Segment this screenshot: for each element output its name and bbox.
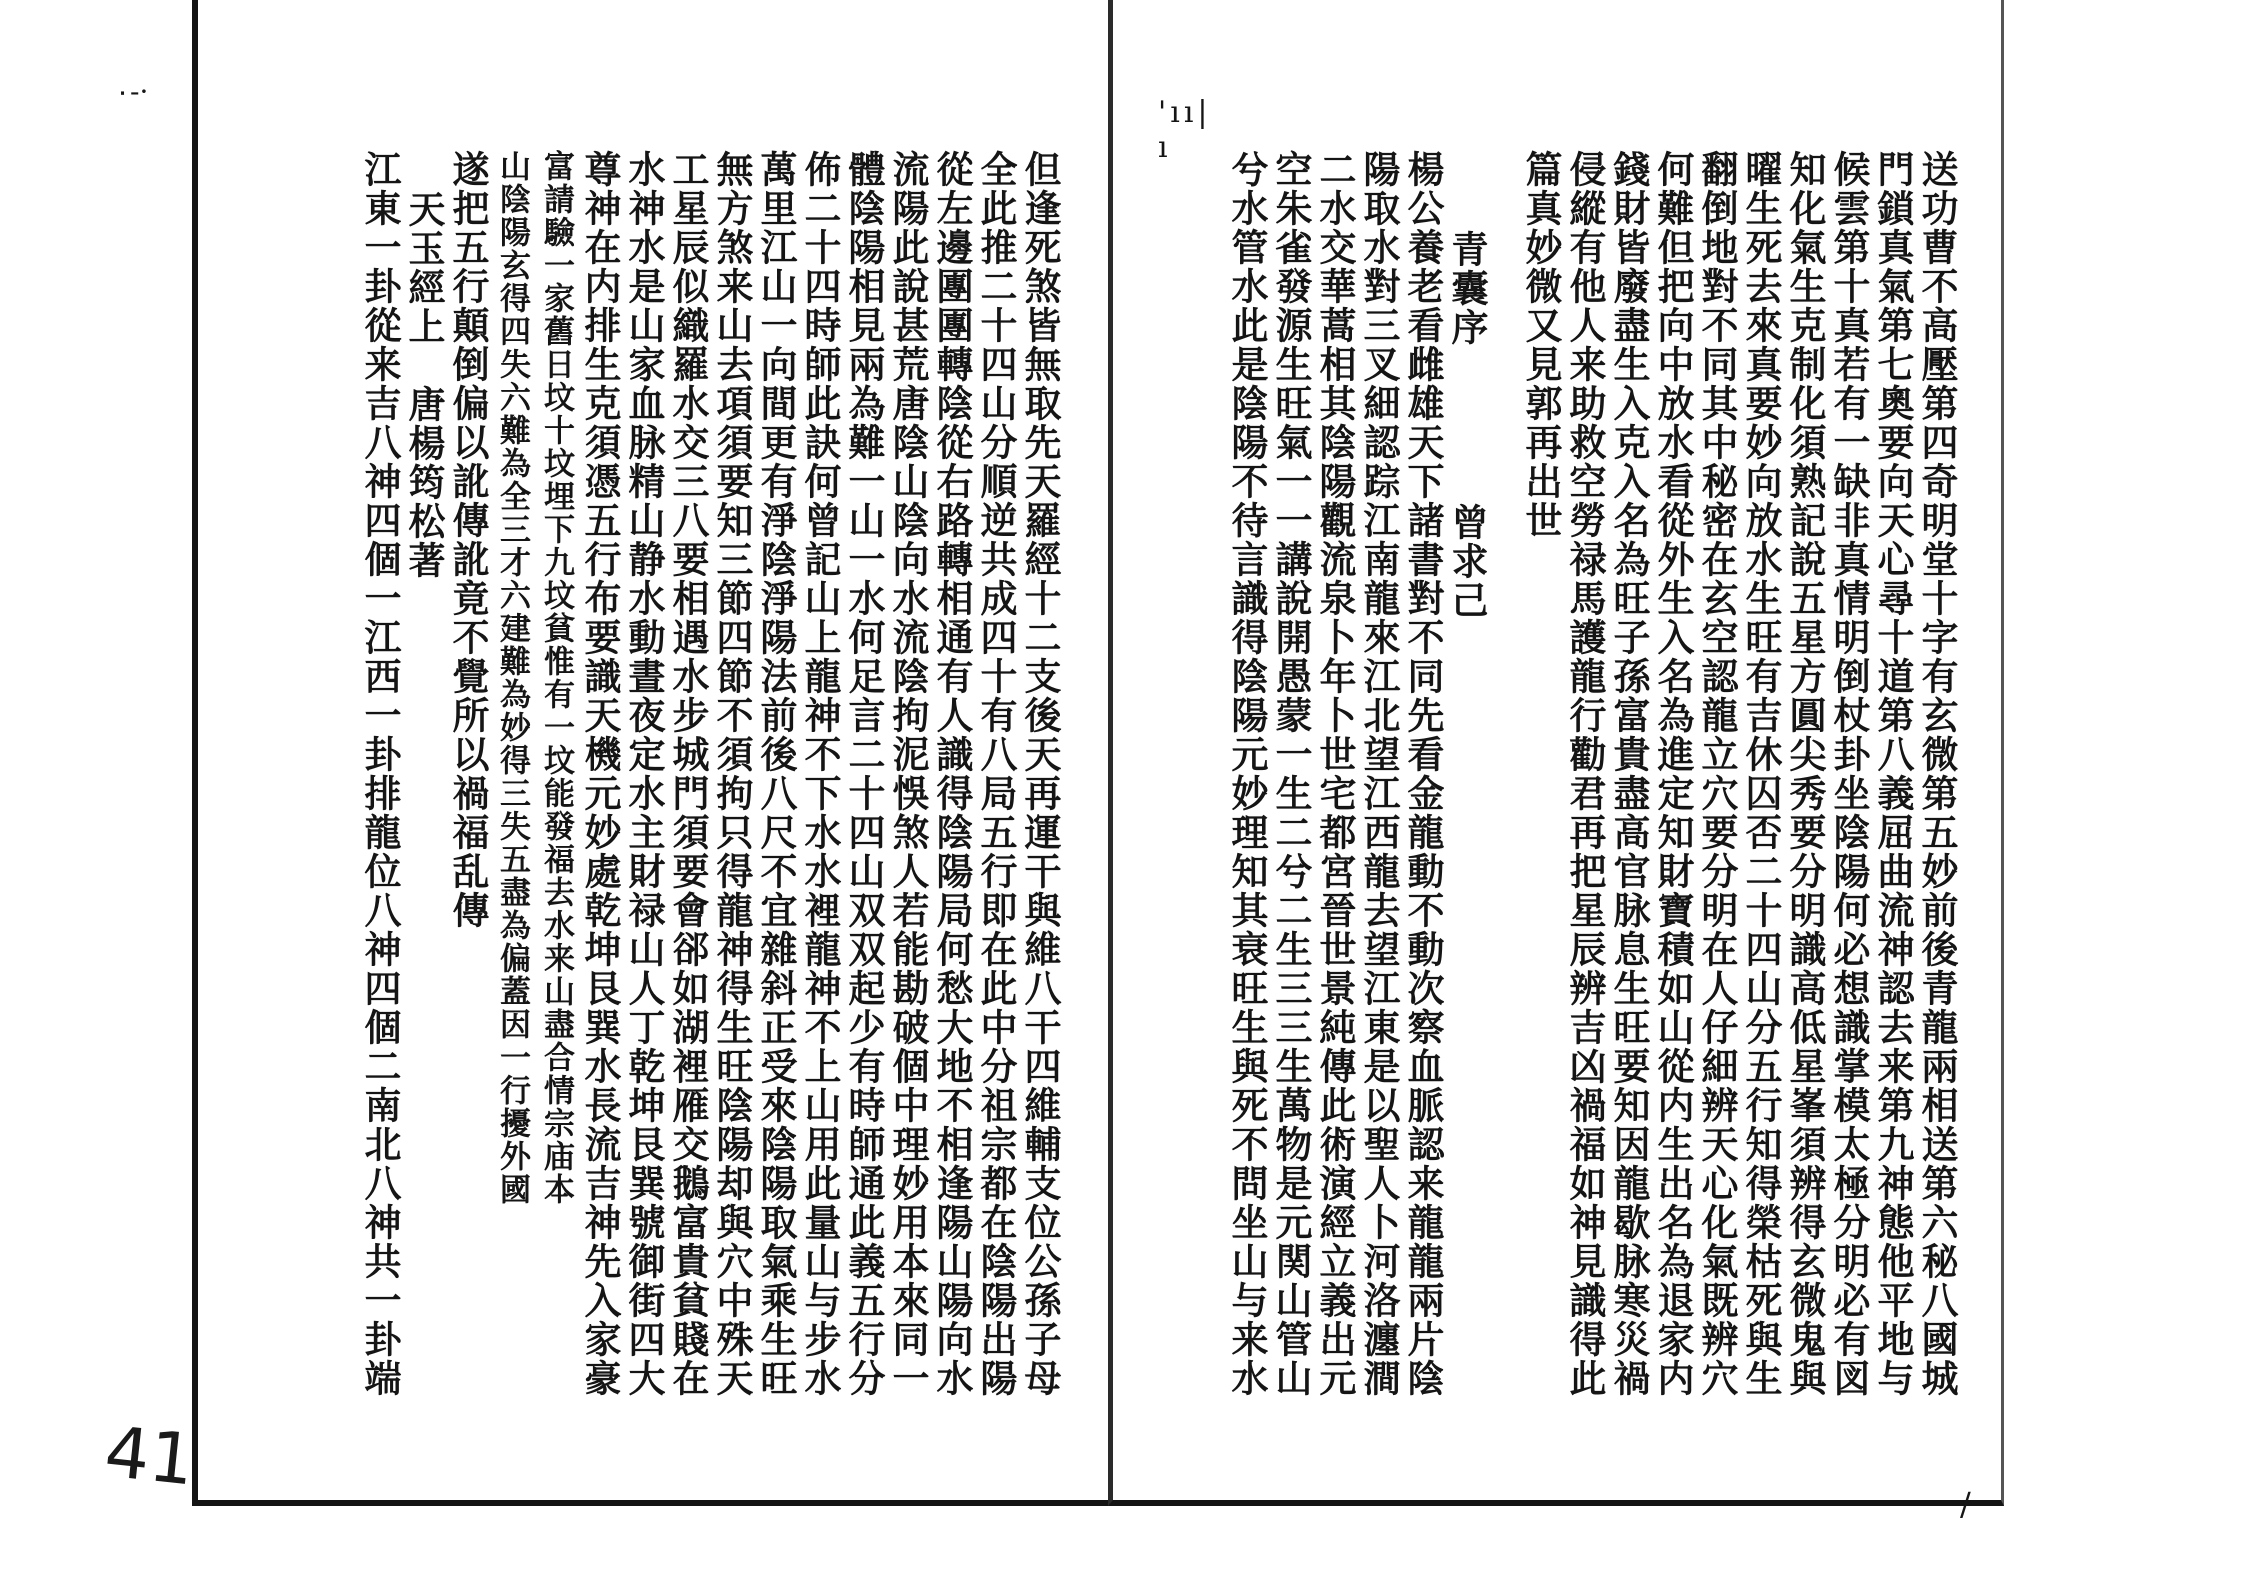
text-column: 何難但把向中放水看從外生入名為進定知財寶積如山從内生出名為退家内 [1651,150,1695,1398]
text-column: 翻倒地對不同其中秘密在玄空認龍立穴要分明在人仔細辨天心化氣既辨穴 [1695,150,1739,1398]
text-column: 篇真妙微又見郭再出世 [1519,150,1563,540]
text-column: 知化氣生克制化須熟記說五星方圓尖秀要分明識高低星峯須辨得玄微鬼與 [1783,150,1827,1398]
margin-mark: / [1960,1485,1971,1523]
text-column: 遂把五行顛倒偏以訛傳訛竟不覺所以禍福乱傳 [446,150,490,930]
section-title: 青囊序 曾求己 [1445,230,1489,620]
text-column: 全此推二十四山分順逆共成四十有八局五行即在此中分祖宗都在陰陽出陽 [974,150,1018,1398]
text-column: 尊神在内排生克須憑五行布要識天機元妙處乾坤艮巽水長流吉神先入家豪 [578,150,622,1398]
right-page [1108,0,2004,1506]
text-column: 流陽此說甚荒唐陰山陰向水流陰拘泥悞煞人若能勘破個中理妙用本來同一 [886,150,930,1398]
left-page [192,0,1212,1506]
text-column: 二水交華蒿相其陰陽觀流泉卜年卜世宅都宮晉世景純傳此術演經立義出元 [1313,150,1357,1398]
right-page-text [1129,150,1959,1480]
left-page-text [222,150,1062,1480]
text-column: 工星辰似織羅水交三八要相遇水步城門須要會郤如湖裡雁交鵝富貴貧賤在 [666,150,710,1398]
text-column: 但逢死煞皆無取先天羅經十二支後天再運干與維八干四維輔支位公孫子母 [1018,150,1062,1398]
text-column: 萬里江山一向間更有淨陰淨陽法前後八尺不宜雜斜正受來陰陽取氣乘生旺 [754,150,798,1398]
text-column: 侵縱有他人来助救空勞禄馬護龍行勸君再把星辰辨吉凶禍福如神見識得此 [1563,150,1607,1398]
text-column: 門鎖真氣第七奧要向天心尋十道第八義屈曲流神認去来第九神態他平地与 [1871,150,1915,1398]
text-column: 陽取水對三叉細認踪江南龍來江北望江西龍去望江東是以聖人卜河洛瀍澗 [1357,150,1401,1398]
text-column: 送功曹不高壓第四奇明堂十字有玄微第五妙前後青龍兩相送第六秘八國城 [1915,150,1959,1398]
text-column: 錢財皆廢盡生入克入名為旺子孫富貴盡高官脉息生旺要知因龍歇脉寒災禍 [1607,150,1651,1398]
text-column: 候雲第十真若有一缺非真情明倒杖卦坐陰陽何必想識掌模太極分明必有図 [1827,150,1871,1398]
text-column: 水神水是山家血脉精山静水動晝夜定水主財禄山人丁乾坤艮巽號御街四大 [622,150,666,1398]
text-column: 山陰陽玄得四失六難為全三才六建難為妙得三失五盡為偏蓋因一行擾外國 [494,150,530,1206]
text-column: 曜生死去來真要妙向放水生旺有吉休囚否二十四山分五行知得榮枯死與生 [1739,150,1783,1398]
text-column: 楊公養老看雌雄天下諸書對不同先看金龍動不動次察血脈認来龍龍兩片陰 [1401,150,1445,1398]
text-column: 兮水管水此是陰陽不待言識得陰陽元妙理知其衰旺生與死不問坐山与来水 [1225,150,1269,1398]
blank-column [1489,150,1519,1480]
page-number: 41 [100,1410,199,1502]
text-column: 無方煞来山去項須要知三節四節不須拘只得龍神得生旺陰陽却與穴中殊天 [710,150,754,1398]
text-column: 富請驗一家舊日坟十坟埋下九坟貧惟有一坟能發福去水来山盡合情宗庙本 [538,150,574,1206]
text-column: 江東一卦從来吉八神四個一江西一卦排龍位八神四個二南北八神共一卦端 [358,150,402,1398]
text-column: 空朱雀發源生旺氣一一講說開愚蒙一生二兮二生三三生萬物是元関山管山 [1269,150,1313,1398]
section-heading: 天玉經上 唐楊筠松著 [402,190,446,580]
text-column: 體陰陽相見兩為難一山一水何足言二十四山双双起少有時師通此義五行分 [842,150,886,1398]
corner-scan-mark: ٠-· [115,75,149,108]
text-column: 佈二十四時師此訣何曾記山上龍神不下水水裡龍神不上山用此量山与步水 [798,150,842,1398]
text-column: 從左邊團團轉陰從右路轉相通有人識得陰陽局何愁大地不相逢陽山陽向水 [930,150,974,1398]
top-scan-marks: 'ıı|ı [1158,95,1212,165]
